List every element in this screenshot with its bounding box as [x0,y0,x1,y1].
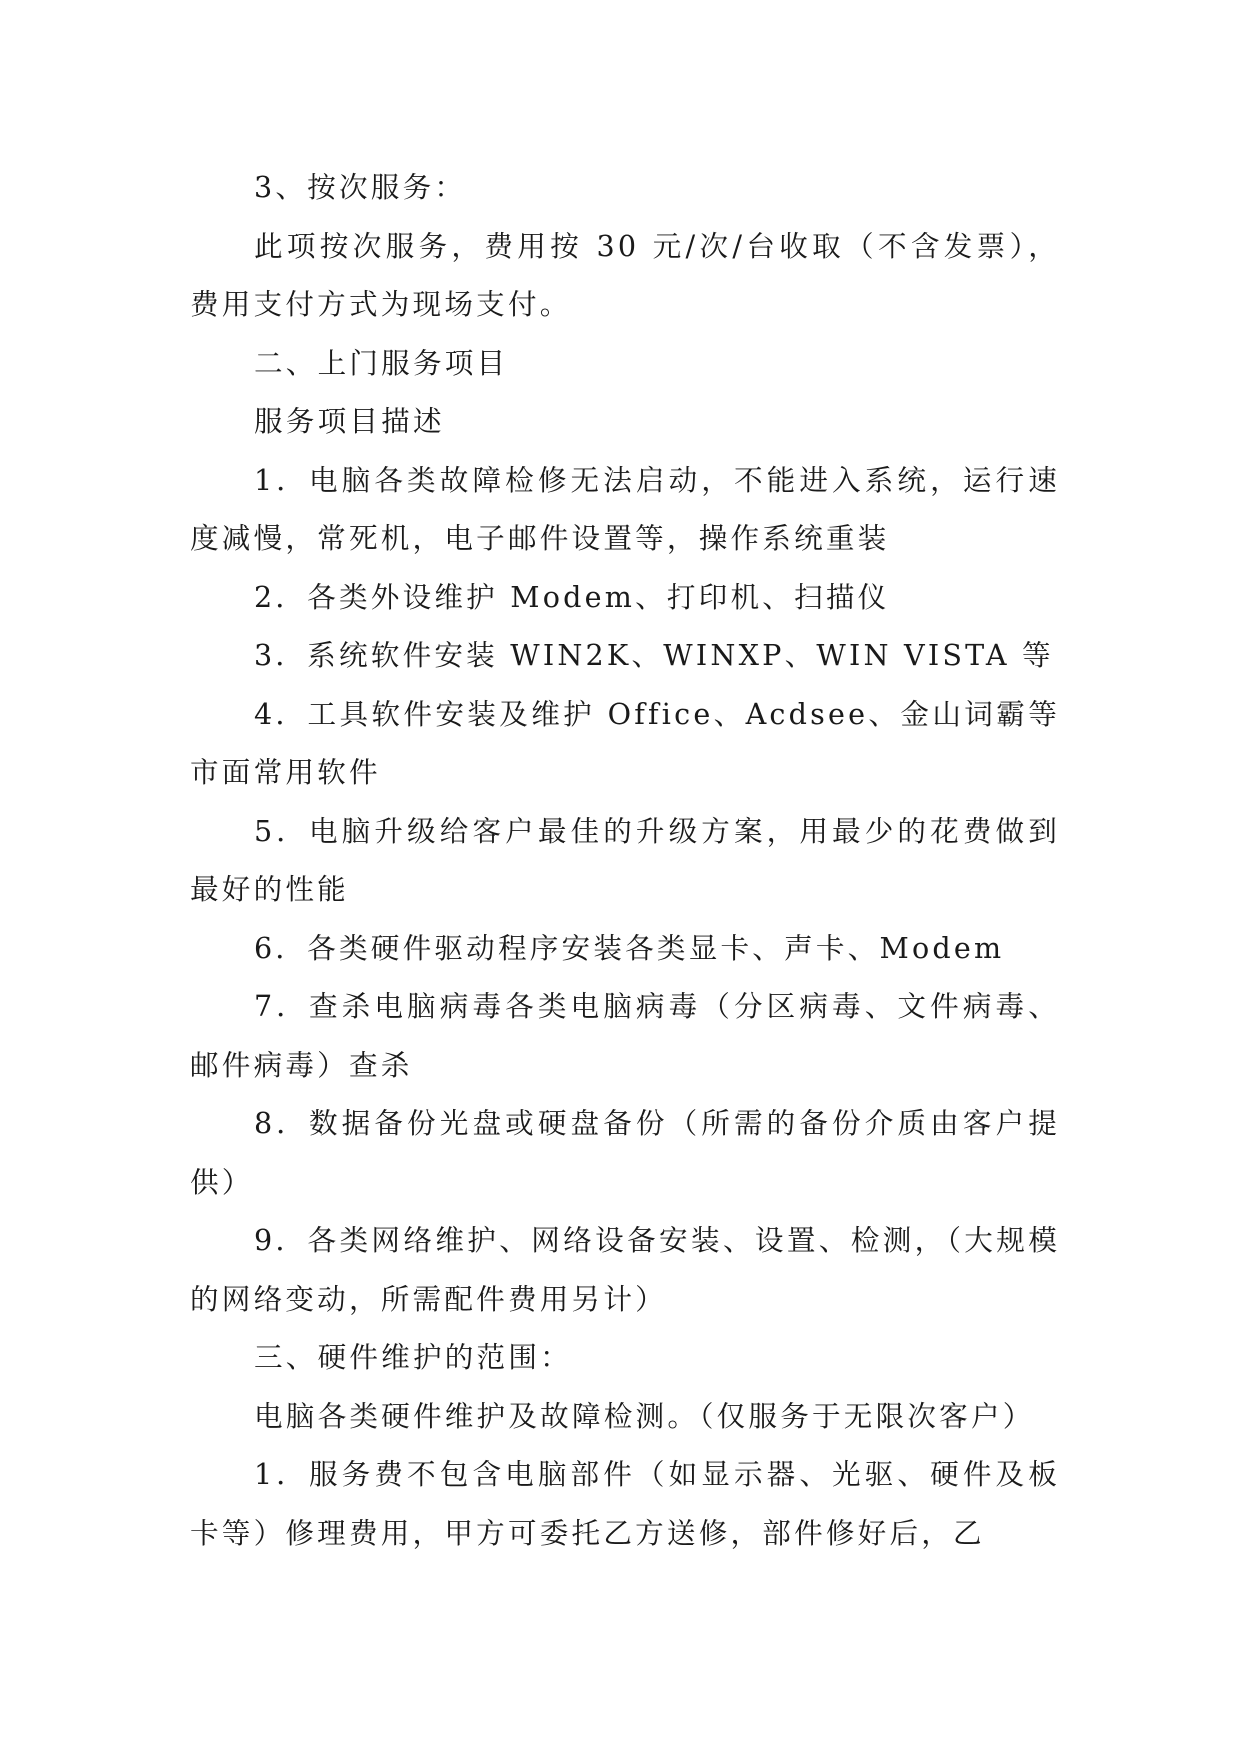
section-heading-hardware-scope: 三、硬件维护的范围： [254,1340,572,1374]
list-item-tool-software: 4．工具软件安装及维护 Office、Acdsee、金山词霸等市面常用软件 [190,696,1060,789]
document-body [190,158,1060,1562]
list-item-driver-install: 6．各类硬件驱动程序安装各类显卡、声卡、Modem [254,930,1005,965]
list-item-computer-upgrade: 5．电脑升级给客户最佳的升级方案，用最少的花费做到最好的性能 [190,813,1060,906]
paragraph-per-visit-service-heading: 3、按次服务： [254,170,467,204]
list-item-service-fee-exclusion: 1．服务费不包含电脑部件（如显示器、光驱、硬件及板卡等）修理费用，甲方可委托乙方送修，部件修好后，乙 [190,1457,1060,1550]
list-item-peripheral-maintenance: 2．各类外设维护 Modem、打印机、扫描仪 [254,579,890,614]
list-item-data-backup: 8．数据备份光盘或硬盘备份（所需的备份介质由客户提供） [190,1106,1060,1199]
paragraph-service-description-label: 服务项目描述 [254,404,445,438]
paragraph-hardware-scope-description: 电脑各类硬件维护及故障检测。（仅服务于无限次客户） [254,1398,1035,1433]
section-heading-onsite-services: 二、上门服务项目 [254,345,509,380]
list-item-virus-removal: 7．查杀电脑病毒各类电脑病毒（分区病毒、文件病毒、邮件病毒）查杀 [190,989,1060,1082]
list-item-network-maintenance: 9．各类网络维护、网络设备安装、设置、检测，（大规模的网络变动，所需配件费用另计） [190,1223,1060,1316]
list-item-fault-repair: 1．电脑各类故障检修无法启动，不能进入系统，运行速度减慢，常死机，电子邮件设置等，操作系统重装 [190,462,1060,555]
list-item-system-software: 3．系统软件安装 WIN2K、WINXP、WIN VISTA 等 [254,638,1054,672]
paragraph-per-visit-fee: 此项按次服务，费用按 30 元/次/台收取（不含发票），费用支付方式为现场支付。 [190,228,1060,321]
